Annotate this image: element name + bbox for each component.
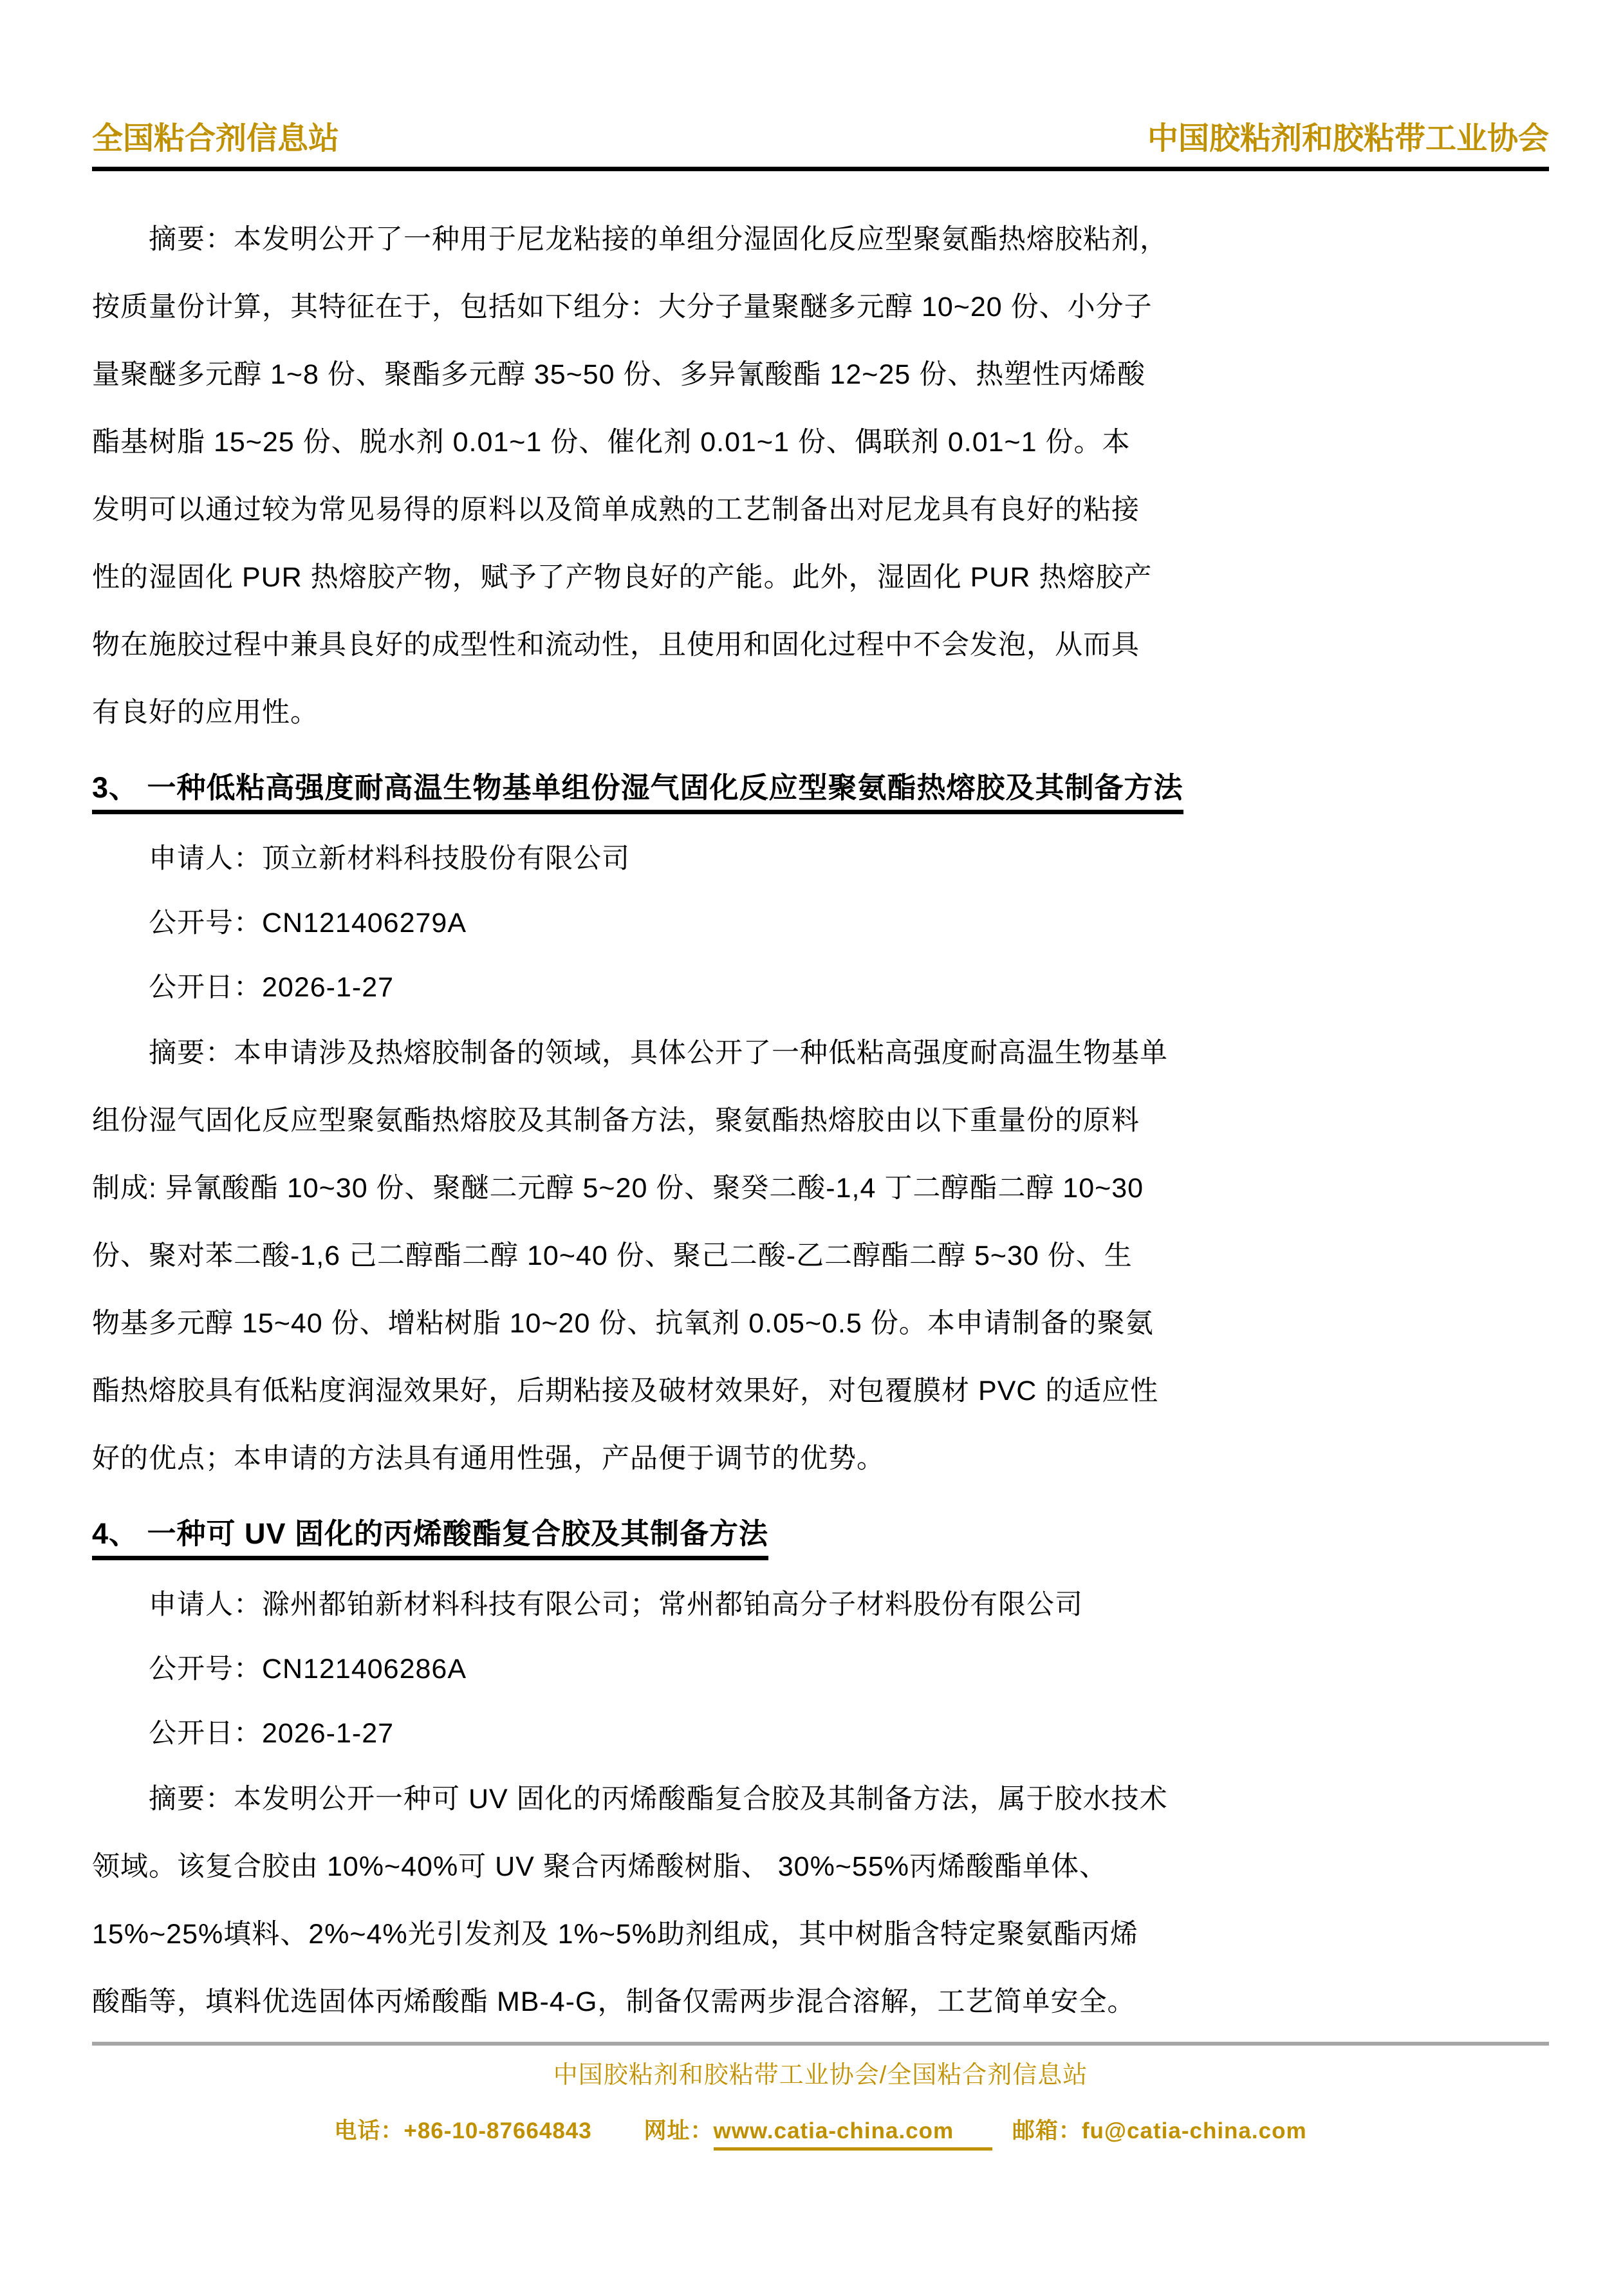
patent-3-pubdate-row	[92, 955, 1549, 1020]
patent-3-pubno-row	[92, 891, 1549, 955]
pub-date-value: 2026-1-27	[262, 972, 394, 1003]
email-label: 邮箱：	[1012, 2118, 1082, 2143]
website-link[interactable]: www.catia-china.com	[714, 2118, 993, 2151]
patent-3-heading	[92, 763, 1549, 812]
pub-date-label: 公开日：	[149, 1718, 262, 1749]
patent-4-meta	[92, 1573, 1549, 1766]
paragraph-line: 摘要：本发明公开一种可 UV 固化的丙烯酸酯复合胶及其制备方法，属于胶水技术	[149, 1784, 1168, 1815]
paragraph-line: 性的湿固化 PUR 热熔胶产物，赋予了产物良好的产能。此外，湿固化 PUR 热熔胶产	[92, 562, 1153, 593]
header-divider	[92, 167, 1549, 171]
patent-3-heading-text: 3、 一种低粘高强度耐高温生物基单组份湿气固化反应型聚氨酯热熔胶及其制备方法	[92, 771, 1183, 814]
email-value: fu@catia-china.com	[1081, 2118, 1307, 2143]
paragraph-line: 发明可以通过较为常见易得的原料以及简单成熟的工艺制备出对尼龙具有良好的粘接	[92, 494, 1140, 525]
footer-contact-line	[92, 2116, 1549, 2146]
paragraph-line: 摘要：本发明公开了一种用于尼龙粘接的单组分湿固化反应型聚氨酯热熔胶粘剂，	[149, 224, 1168, 255]
patent-3-applicant-row	[92, 826, 1549, 891]
paragraph-line: 酸酯等，填料优选固体丙烯酸酯 MB-4-G，制备仅需两步混合溶解，工艺简单安全。	[92, 1986, 1136, 2017]
footer-divider	[92, 2042, 1549, 2046]
pub-no-value: CN121406279A	[262, 908, 467, 938]
patent-3-meta	[92, 826, 1549, 1020]
pub-no-value: CN121406286A	[262, 1654, 467, 1685]
intro-abstract-paragraph	[92, 206, 1549, 747]
paragraph-line: 酯热熔胶具有低粘度润湿效果好，后期粘接及破材效果好，对包覆膜材 PVC 的适应性	[92, 1376, 1159, 1406]
patent-4-applicant-row	[92, 1573, 1549, 1637]
pub-date-value: 2026-1-27	[262, 1718, 394, 1749]
header-right-title: 中国胶粘剂和胶粘带工业协会	[1147, 122, 1549, 156]
paragraph-line: 份、聚对苯二酸-1,6 己二醇酯二醇 10~40 份、聚己二酸-乙二醇酯二醇 5~30 份、生	[92, 1240, 1133, 1271]
patent-4-heading	[92, 1509, 1549, 1558]
page-header	[92, 0, 1549, 156]
web-label: 网址：	[644, 2118, 714, 2143]
paragraph-line: 领域。该复合胶由 10%~40%可 UV 聚合丙烯酸树脂、 30%~55%丙烯酸酯单体、	[92, 1851, 1108, 1882]
paragraph-line: 酯基树脂 15~25 份、脱水剂 0.01~1 份、催化剂 0.01~1 份、偶联剂 0.01~1 份。本	[92, 427, 1131, 458]
paragraph-line: 物基多元醇 15~40 份、增粘树脂 10~20 份、抗氧剂 0.05~0.5 份。本申请制备的聚氨	[92, 1308, 1154, 1339]
footer-organization: 中国胶粘剂和胶粘带工业协会/全国粘合剂信息站	[553, 2062, 1088, 2089]
phone-label: 电话：	[334, 2118, 404, 2143]
paragraph-line: 组份湿气固化反应型聚氨酯热熔胶及其制备方法，聚氨酯热熔胶由以下重量份的原料	[92, 1105, 1140, 1136]
page-footer	[92, 2042, 1549, 2146]
paragraph-line: 按质量份计算，其特征在于，包括如下组分：大分子量聚醚多元醇 10~20 份、小分子	[92, 292, 1153, 322]
pub-no-label: 公开号：	[149, 908, 262, 938]
paragraph-line: 量聚醚多元醇 1~8 份、聚酯多元醇 35~50 份、多异氰酸酯 12~25 份、热塑性丙烯酸	[92, 359, 1146, 390]
pub-no-label: 公开号：	[149, 1654, 262, 1685]
paragraph-line: 制成: 异氰酸酯 10~30 份、聚醚二元醇 5~20 份、聚癸二酸-1,4 丁二醇酯二醇 10~30	[92, 1173, 1144, 1204]
paragraph-line: 物在施胶过程中兼具良好的成型性和流动性，且使用和固化过程中不会发泡，从而具	[92, 630, 1140, 660]
patent-3-abstract	[92, 1020, 1549, 1493]
phone-value: +86-10-87664843	[403, 2118, 592, 2143]
patent-4-heading-text: 4、 一种可 UV 固化的丙烯酸酯复合胶及其制备方法	[92, 1517, 768, 1560]
footer-website	[644, 2118, 1005, 2143]
applicant-label: 申请人：	[149, 843, 262, 874]
header-left-title: 全国粘合剂信息站	[92, 122, 340, 156]
applicant-value: 顶立新材料科技股份有限公司	[262, 843, 630, 874]
pub-date-label: 公开日：	[149, 972, 262, 1003]
paragraph-line: 有良好的应用性。	[92, 697, 319, 728]
applicant-label: 申请人：	[149, 1589, 262, 1620]
paragraph-line: 15%~25%填料、2%~4%光引发剂及 1%~5%助剂组成，其中树脂含特定聚氨酯丙烯	[92, 1919, 1139, 1950]
footer-phone	[334, 2118, 591, 2143]
applicant-value: 滁州都铂新材料科技有限公司；常州都铂高分子材料股份有限公司	[262, 1589, 1083, 1620]
paragraph-line: 摘要：本申请涉及热熔胶制备的领域，具体公开了一种低粘高强度耐高温生物基单	[149, 1038, 1168, 1069]
footer-email	[1012, 2118, 1307, 2143]
patent-4-abstract	[92, 1766, 1549, 2036]
paragraph-line: 好的优点；本申请的方法具有通用性强，产品便于调节的优势。	[92, 1443, 885, 1474]
patent-4-pubdate-row	[92, 1701, 1549, 1766]
patent-4-pubno-row	[92, 1637, 1549, 1701]
